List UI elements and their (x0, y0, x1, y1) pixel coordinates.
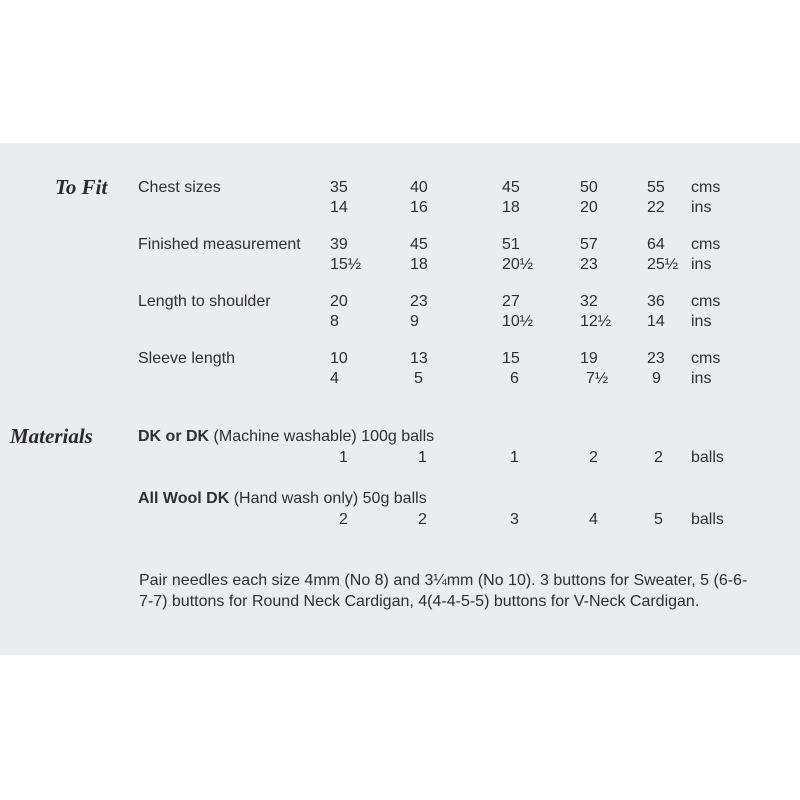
cell-ins: 25½ (647, 256, 679, 273)
cell-cms: 50 (580, 179, 598, 196)
yarn-qty: 1 (339, 449, 348, 466)
materials-heading: Materials (10, 424, 93, 448)
yarn-qty: 5 (654, 511, 663, 528)
cell-ins: 22 (647, 199, 665, 216)
cell-cms: 32 (580, 293, 598, 310)
cell-cms: 45 (410, 236, 428, 253)
cell-ins: 20½ (502, 256, 534, 273)
cell-ins: 18 (502, 199, 520, 216)
yarn-name-detail: (Hand wash only) 50g balls (229, 490, 427, 507)
unit-cms: cms (691, 236, 721, 253)
unit-ins: ins (691, 256, 712, 273)
cell-cms: 40 (410, 179, 428, 196)
yarn-qty: 2 (339, 511, 348, 528)
cell-cms: 23 (647, 350, 665, 367)
cell-ins: 14 (647, 313, 665, 330)
cell-ins: 20 (580, 199, 598, 216)
unit-cms: cms (691, 350, 721, 367)
yarn-name-bold: All Wool DK (138, 490, 230, 507)
yarn-qty: 2 (418, 511, 427, 528)
row-label: Chest sizes (138, 179, 221, 196)
cell-ins: 12½ (580, 313, 612, 330)
cell-ins: 8 (330, 313, 339, 330)
row-label: Length to shoulder (138, 293, 271, 310)
row-label: Finished measurement (138, 236, 301, 253)
yarn-unit: balls (691, 511, 724, 528)
cell-cms: 64 (647, 236, 665, 253)
cell-cms: 55 (647, 179, 665, 196)
yarn-qty: 4 (589, 511, 598, 528)
unit-cms: cms (691, 293, 721, 310)
cell-ins: 9 (410, 313, 419, 330)
yarn-qty: 1 (418, 449, 427, 466)
pattern-panel (0, 143, 800, 655)
cell-ins: 7½ (586, 370, 609, 387)
cell-cms: 45 (502, 179, 520, 196)
yarn-qty: 3 (510, 511, 519, 528)
cell-cms: 27 (502, 293, 520, 310)
yarn-qty: 2 (654, 449, 663, 466)
cell-cms: 10 (330, 350, 348, 367)
unit-ins: ins (691, 370, 712, 387)
cell-cms: 39 (330, 236, 348, 253)
cell-cms: 19 (580, 350, 598, 367)
cell-ins: 14 (330, 199, 348, 216)
cell-ins: 9 (652, 370, 661, 387)
cell-cms: 15 (502, 350, 520, 367)
cell-ins: 4 (330, 370, 339, 387)
cell-ins: 18 (410, 256, 428, 273)
cell-cms: 51 (502, 236, 520, 253)
unit-cms: cms (691, 179, 721, 196)
yarn-name-detail: (Machine washable) 100g balls (209, 428, 435, 445)
cell-cms: 13 (410, 350, 428, 367)
needles-buttons-note: Pair needles each size 4mm (No 8) and 3¼mm (No 10). 3 buttons for Sweater, 5 (6-6-7-7) buttons for Round Neck Cardigan, 4(4-4-5-5) buttons for V-Neck Cardigan. (139, 572, 748, 610)
unit-ins: ins (691, 313, 712, 330)
to-fit-heading: To Fit (55, 175, 108, 199)
yarn-name-bold: DK or DK (138, 428, 210, 445)
cell-cms: 36 (647, 293, 665, 310)
cell-cms: 23 (410, 293, 428, 310)
cell-ins: 6 (510, 370, 519, 387)
yarn-qty: 2 (589, 449, 598, 466)
cell-cms: 20 (330, 293, 348, 310)
cell-cms: 35 (330, 179, 348, 196)
cell-ins: 16 (410, 199, 428, 216)
row-label: Sleeve length (138, 350, 235, 367)
yarn-name (138, 427, 434, 447)
yarn-qty: 1 (510, 449, 519, 466)
yarn-unit: balls (691, 449, 724, 466)
unit-ins: ins (691, 199, 712, 216)
cell-ins: 10½ (502, 313, 534, 330)
yarn-name (138, 489, 427, 509)
cell-ins: 5 (414, 370, 423, 387)
cell-cms: 57 (580, 236, 598, 253)
cell-ins: 15½ (330, 256, 362, 273)
cell-ins: 23 (580, 256, 598, 273)
